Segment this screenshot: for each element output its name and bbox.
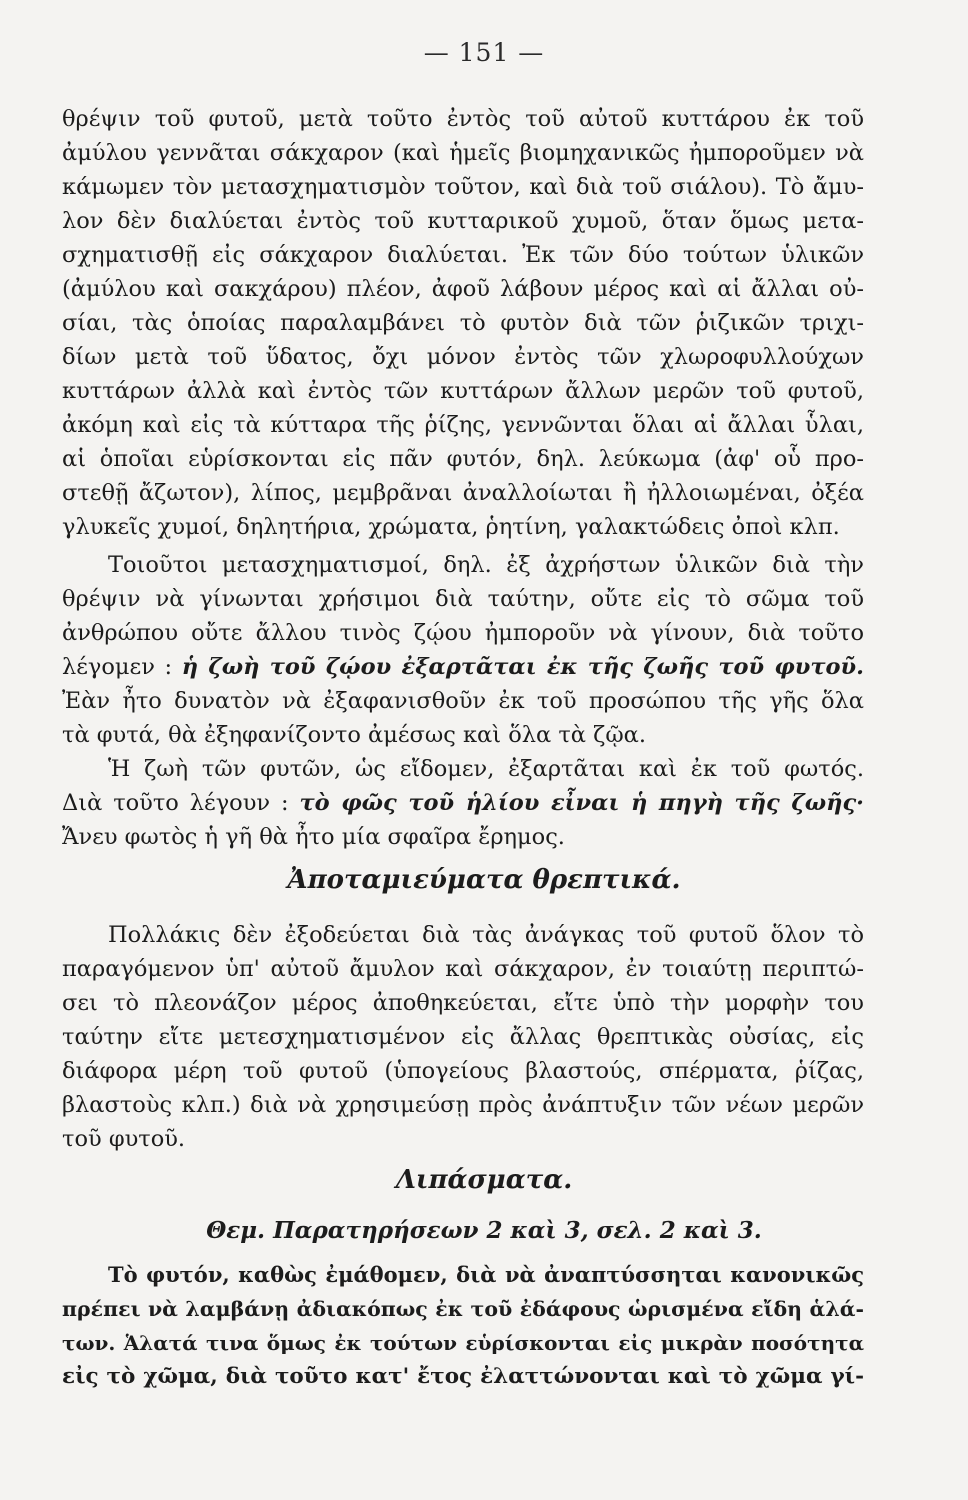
text-line: στεθῇ ἄζωτον), λίπος, μεμβρᾶναι ἀναλλοίωται ἢ ἠλλοιωμέναι, ὀξέα — [62, 480, 864, 506]
text-line: ἀνθρώπου οὔτε ἄλλου τινὸς ζῴου ἠμποροῦν νὰ γίνουν, διὰ τοῦτο — [62, 620, 864, 646]
text-line: ἀκόμη καὶ εἰς τὰ κύτταρα τῆς ῥίζης, γεννῶνται ὅλαι αἱ ἄλλαι ὗλαι, — [62, 412, 864, 438]
text-line: ἀμύλου γεννᾶται σάκχαρον (καὶ ἡμεῖς βιομηχανικῶς ἠμποροῦμεν νὰ — [62, 140, 864, 166]
section-subheading-reference: Θεμ. Παρατηρήσεων 2 καὶ 3, σελ. 2 καὶ 3. — [206, 1217, 762, 1244]
text-prefix: Διὰ τοῦτο λέγουν : — [62, 790, 289, 816]
text-line: κυττάρων ἀλλὰ καὶ ἐντὸς τῶν κυττάρων ἄλλων μερῶν τοῦ φυτοῦ, — [62, 378, 864, 404]
text-line: τὰ φυτά, θὰ ἐξηφανίζοντο ἀμέσως καὶ ὅλα τὰ ζῷα. — [62, 722, 647, 748]
text-line: σει τὸ πλεονάζον μέρος ἀποθηκεύεται, εἴτε ὑπὸ τὴν μορφὴν του — [62, 990, 864, 1016]
text-line: σίαι, τὰς ὁποίας παραλαμβάνει τὸ φυτὸν διὰ τῶν ῥιζικῶν τριχι- — [62, 310, 864, 336]
text-line: θρέψιν τοῦ φυτοῦ, μετὰ τοῦτο ἐντὸς τοῦ αὐτοῦ κυττάρου ἐκ τοῦ — [62, 106, 864, 132]
text-line: γλυκεῖς χυμοί, δηλητήρια, χρώματα, ῥητίνη, γαλακτώδεις ὀποὶ κλπ. — [62, 514, 840, 540]
text-line: παραγόμενον ὑπ' αὐτοῦ ἄμυλον καὶ σάκχαρον, ἐν τοιαύτῃ περιπτώ- — [62, 956, 864, 982]
text-line: ταύτην εἴτε μετεσχηματισμένον εἰς ἄλλας θρεπτικὰς οὐσίας, εἰς — [62, 1024, 864, 1050]
text-prefix: λέγομεν : — [62, 654, 173, 680]
text-line: αἱ ὁποῖαι εὑρίσκονται εἰς πᾶν φυτόν, δηλ. λεύκωμα (ἀφ' οὗ προ- — [62, 446, 864, 472]
text-line: Τοιοῦτοι μετασχηματισμοί, δηλ. ἐξ ἀχρήστων ὑλικῶν διὰ τὴν — [108, 552, 864, 578]
text-line: βλαστοὺς κλπ.) διὰ νὰ χρησιμεύσῃ πρὸς ἀνάπτυξιν τῶν νέων μερῶν — [62, 1092, 864, 1118]
text-line: Πολλάκις δὲν ἐξοδεύεται διὰ τὰς ἀνάγκας τοῦ φυτοῦ ὅλον τὸ — [108, 922, 864, 948]
page-number: — 151 — — [423, 38, 545, 67]
text-line: των. Ἁλατά τινα ὅμως ἐκ τούτων εὑρίσκονται εἰς μικρὰν ποσότητα — [62, 1331, 864, 1355]
text-line: Τὸ φυτόν, καθὼς ἐμάθομεν, διὰ νὰ ἀναπτύσσηται κανονικῶς — [108, 1262, 864, 1287]
section-heading-reserves: Ἀποταμιεύματα θρεπτικά. — [287, 865, 681, 895]
text-line-emphasis — [62, 650, 864, 684]
text-line: τοῦ φυτοῦ. — [62, 1126, 186, 1152]
text-line: σχηματισθῇ εἰς σάκχαρον διαλύεται. Ἐκ τῶν δύο τούτων ὑλικῶν — [62, 242, 864, 268]
text-line: Ἄνευ φωτὸς ἡ γῆ θὰ ἦτο μία σφαῖρα ἔρημος. — [62, 824, 565, 850]
text-line: θρέψιν νὰ γίνωνται χρήσιμοι διὰ ταύτην, οὔτε εἰς τὸ σῶμα τοῦ — [62, 586, 864, 612]
text-line: δίων μετὰ τοῦ ὕδατος, ὄχι μόνον ἐντὸς τῶν χλωροφυλλούχων — [62, 344, 864, 370]
text-line: διάφορα μέρη τοῦ φυτοῦ (ὑπογείους βλαστούς, σπέρματα, ῥίζας, — [62, 1058, 864, 1084]
text-line: Ἐὰν ἦτο δυνατὸν νὰ ἐξαφανισθοῦν ἐκ τοῦ προσώπου τῆς γῆς ὅλα — [62, 688, 864, 714]
emphasis-life-of-animal: ἡ ζωὴ τοῦ ζῴου ἐξαρτᾶται ἐκ τῆς ζωῆς τοῦ φυτοῦ. — [181, 654, 864, 680]
text-line: Ἡ ζωὴ τῶν φυτῶν, ὡς εἴδομεν, ἐξαρτᾶται καὶ ἐκ τοῦ φωτός. — [108, 756, 864, 782]
text-line: (ἀμύλου καὶ σακχάρου) πλέον, ἀφοῦ λάβουν μέρος καὶ αἱ ἄλλαι οὐ- — [62, 276, 864, 302]
text-line: λον δὲν διαλύεται ἐντὸς τοῦ κυτταρικοῦ χυμοῦ, ὅταν ὅμως μετα- — [62, 208, 864, 234]
emphasis-sunlight-source-of-life: τὸ φῶς τοῦ ἡλίου εἶναι ἡ πηγὴ τῆς ζωῆς· — [299, 790, 865, 816]
text-line: κάμωμεν τὸν μετασχηματισμὸν τοῦτον, καὶ διὰ τοῦ σιάλου). Τὸ ἄμυ- — [62, 174, 864, 200]
section-heading-fertilizers: Λιπάσματα. — [395, 1165, 573, 1195]
text-line: εἰς τὸ χῶμα, διὰ τοῦτο κατ' ἔτος ἐλαττώνονται καὶ τὸ χῶμα γί- — [62, 1364, 864, 1389]
text-line-emphasis — [62, 786, 864, 820]
text-line: πρέπει νὰ λαμβάνῃ ἀδιακόπως ἐκ τοῦ ἐδάφους ὡρισμένα εἴδη ἁλά- — [62, 1297, 864, 1321]
